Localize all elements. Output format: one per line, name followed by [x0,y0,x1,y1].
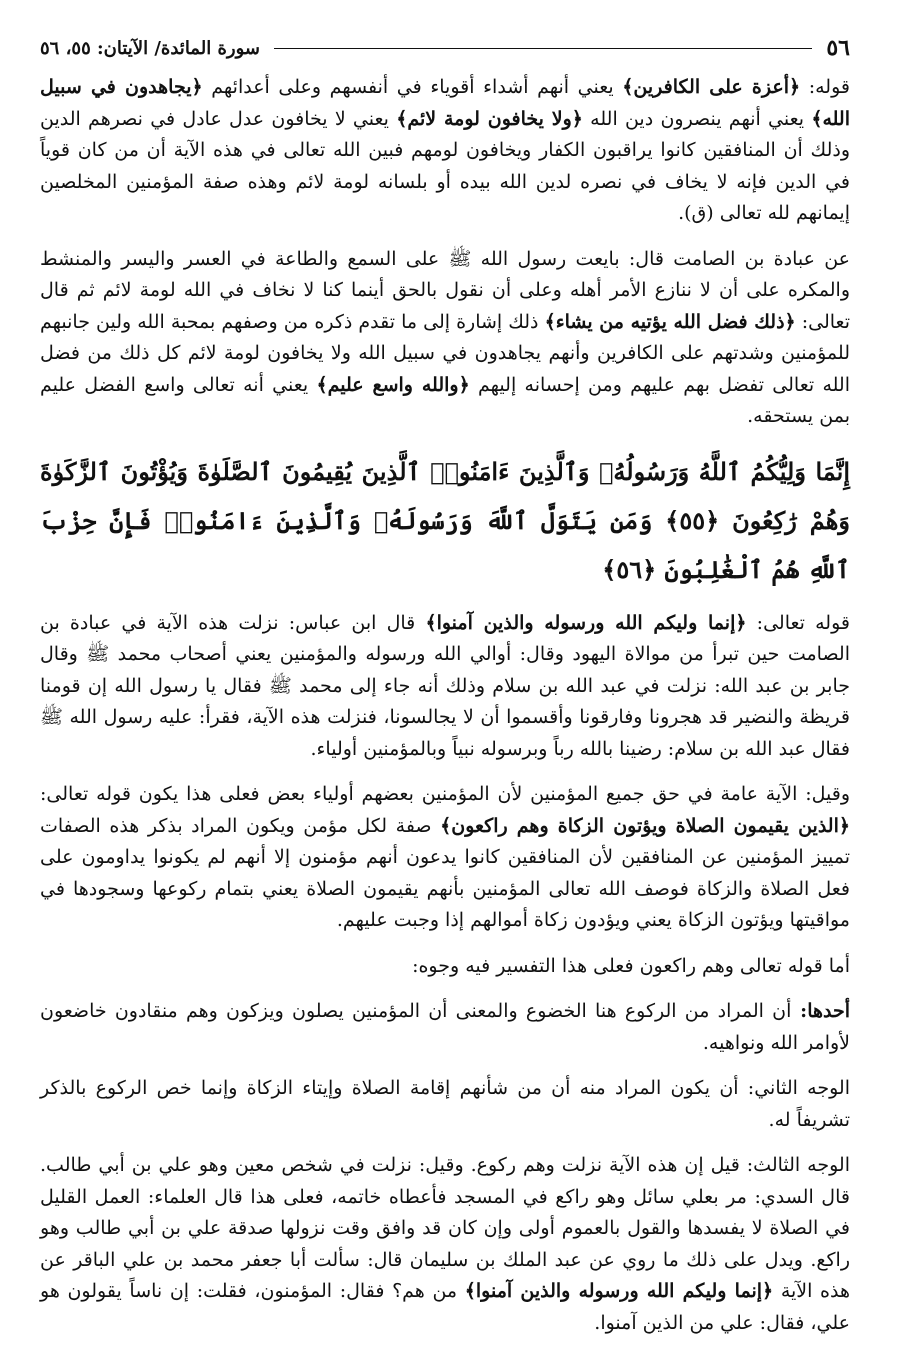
text-segment: أن يكون المراد منه أن من شأنهم إقامة الصلاة وإيتاء الزكاة وإنما خص الركوع بالذكر تشريفاً له. [40,1077,850,1131]
bold-text: إِنَّمَا وَلِيُّكُمُ ٱللَّهُ وَرَسُولُهُۥ وَٱلَّذِينَ ءَامَنُوا۟ ٱلَّذِينَ يُقِيمُونَ ٱلصَّلَوٰةَ وَيُؤْتُونَ ٱلزَّكَوٰةَ وَهُمْ رَٰكِعُونَ ﴿٥٥﴾ وَمَن يَتَوَلَّ ٱللَّهَ وَرَسُولَهُۥ وَٱلَّذِينَ ءَامَنُوا۟ فَإِنَّ حِزْبَ ٱللَّهِ هُمُ ٱلْغَٰلِبُونَ ﴿٥٦﴾ [40,456,850,584]
bold-text: ﴿الذين يقيمون الصلاة ويؤتون الزكاة وهم راكعون﴾ [440,814,851,837]
paragraph [40,779,850,937]
text-segment: أن المراد من الركوع هنا الخضوع والمعنى أن المؤمنين يصلون ويزكون وهم منقادون خاضعون لأوامر الله ونواهيه. [40,1000,850,1054]
page-body [40,72,850,1339]
bold-text: ﴿ولا يخافون لومة لائم﴾ [396,107,583,130]
bold-text: ﴿إنما وليكم الله ورسوله والذين آمنوا﴾ [464,1280,774,1302]
header-rule [274,48,812,49]
bold-text: أحدها: [791,1000,851,1022]
text-segment: قوله تعالى: [746,611,850,634]
paragraph [40,1073,850,1136]
page-number: ٥٦ [826,35,850,61]
text-segment: من هم؟ فقال: المؤمنون، فقلت: إن ناساً يقولون هو علي، فقال: علي من الذين آمنوا. [40,1280,850,1334]
bold-text: ﴿أعزة على الكافرين﴾ [622,76,801,98]
text-segment: يعني أنهم أشداء أقوياء في أنفسهم وعلى أعدائهم [202,76,623,98]
header-title: سورة المائدة/ الآيتان: ٥٥، ٥٦ [40,37,260,59]
text-segment: يعني أنه تعالى واسع الفضل عليم بمن يستحقه. [40,373,850,427]
text-segment: وقيل: الآية عامة في حق جميع المؤمنين لأن المؤمنين بعضهم أولياء بعض فعلى هذا يكون قوله تعالى: [40,783,850,805]
paragraph [40,244,850,433]
text-segment: يعني لا يخافون عدل عادل في نصرهم الدين وذلك أن المنافقين كانوا يراقبون الكفار ويخافون لومهم فبين الله تعالى في هذه الآية أن من كان قوياً في الدين فإنه لا يخاف في نصره لدين الله بيده أو بلسانه لومة لائم وهذه صفة المؤمنين المخلصين إيمانهم لله تعالى (ق). [40,107,850,224]
bold-text: ﴿والله واسع عليم﴾ [316,373,470,396]
bold-text: ﴿يجاهدون في سبيل الله﴾ [40,76,850,130]
text-segment: يعني أنهم ينصرون دين الله [582,107,812,130]
bold-text: ﴿ذلك فضل الله يؤتيه من يشاء﴾ [544,310,796,333]
running-header [40,30,850,66]
text-segment: عن عبادة بن الصامت قال: بايعت رسول الله ﷺ على السمع والطاعة في العسر واليسر والمنشط والمكره على أن لا ننازع الأمر أهله وعلى أن نقول بالحق أينما كنا لا نخاف في الله لومة لائم ثم قال تعالى: [40,247,850,333]
text-segment: الوجه الثالث: قيل إن هذه الآية نزلت وهم ركوع. وقيل: نزلت في شخص معين وهو علي بن أبي طالب. قال السدي: مر بعلي سائل وهو راكع في المسجد فأعطاه خاتمه، فعلى هذا قال العلماء: العمل القليل في الصلاة لا يفسدها والقول بالعموم أولى وإن كان قد وافق وقت نزولها صدقة علي بن أبي طالب وهو راكع. ويدل على ذلك ما روي عن عبد الملك بن سليمان قال: سألت أبا جعفر محمد بن علي الباقر عن هذه الآية [40,1154,851,1302]
text-segment: قال ابن عباس: نزلت هذه الآية في عبادة بن الصامت حين تبرأ من موالاة اليهود وقال: أوالي الله ورسوله والمؤمنين يعني أصحاب محمد ﷺ وقال جابر بن عبد الله: نزلت في عبد الله بن سلام وذلك أنه جاء إلى محمد ﷺ فقال يا رسول الله إن قومنا قريظة والنضير قد هجرونا وفارقونا وأقسموا أن لا يجالسونا، فنزلت هذه الآية، فقرأ: عليه رسول الله ﷺ فقال عبد الله بن سلام: رضينا بالله رباً وبرسوله نبياً وبالمؤمنين أولياء. [40,611,850,760]
text-segment: ذلك إشارة إلى ما تقدم ذكره من وصفهم بمحبة الله ولين جانبهم للمؤمنين وشدتهم على الكافرين وأنهم يجاهدون في سبيل الله ولا يخافون لومة لائم كل ذلك من فضل الله تعالى تفضل بهم عليهم ومن إحسانه إليهم [40,310,850,396]
text-segment: أما قوله تعالى وهم راكعون فعلى هذا التفسير فيه وجوه: [412,954,850,977]
text-segment: الوجه الثاني: [738,1077,850,1099]
paragraph [40,996,850,1059]
text-segment: قوله: [800,76,850,98]
paragraph [40,1150,850,1339]
paragraph [40,72,850,230]
quran-verse [40,447,850,594]
paragraph [40,951,850,983]
paragraph [40,608,850,766]
bold-text: ﴿إنما وليكم الله ورسوله والذين آمنوا﴾ [425,611,747,634]
text-segment: صفة لكل مؤمن ويكون المراد بذكر هذه الصفات تمييز المؤمنين عن المنافقين لأن المنافقين كانوا يدعون أنهم مؤمنون إلا أنهم لم يكونوا يداومون على فعل الصلاة والزكاة فوصف الله تعالى المؤمنين بأنهم يقيمون الصلاة يعني بتمام ركوعها وسجودها في مواقيتها ويؤتون الزكاة يعني ويؤدون زكاة أموالهم إذا وجبت عليهم. [40,814,850,931]
page [40,30,850,1332]
